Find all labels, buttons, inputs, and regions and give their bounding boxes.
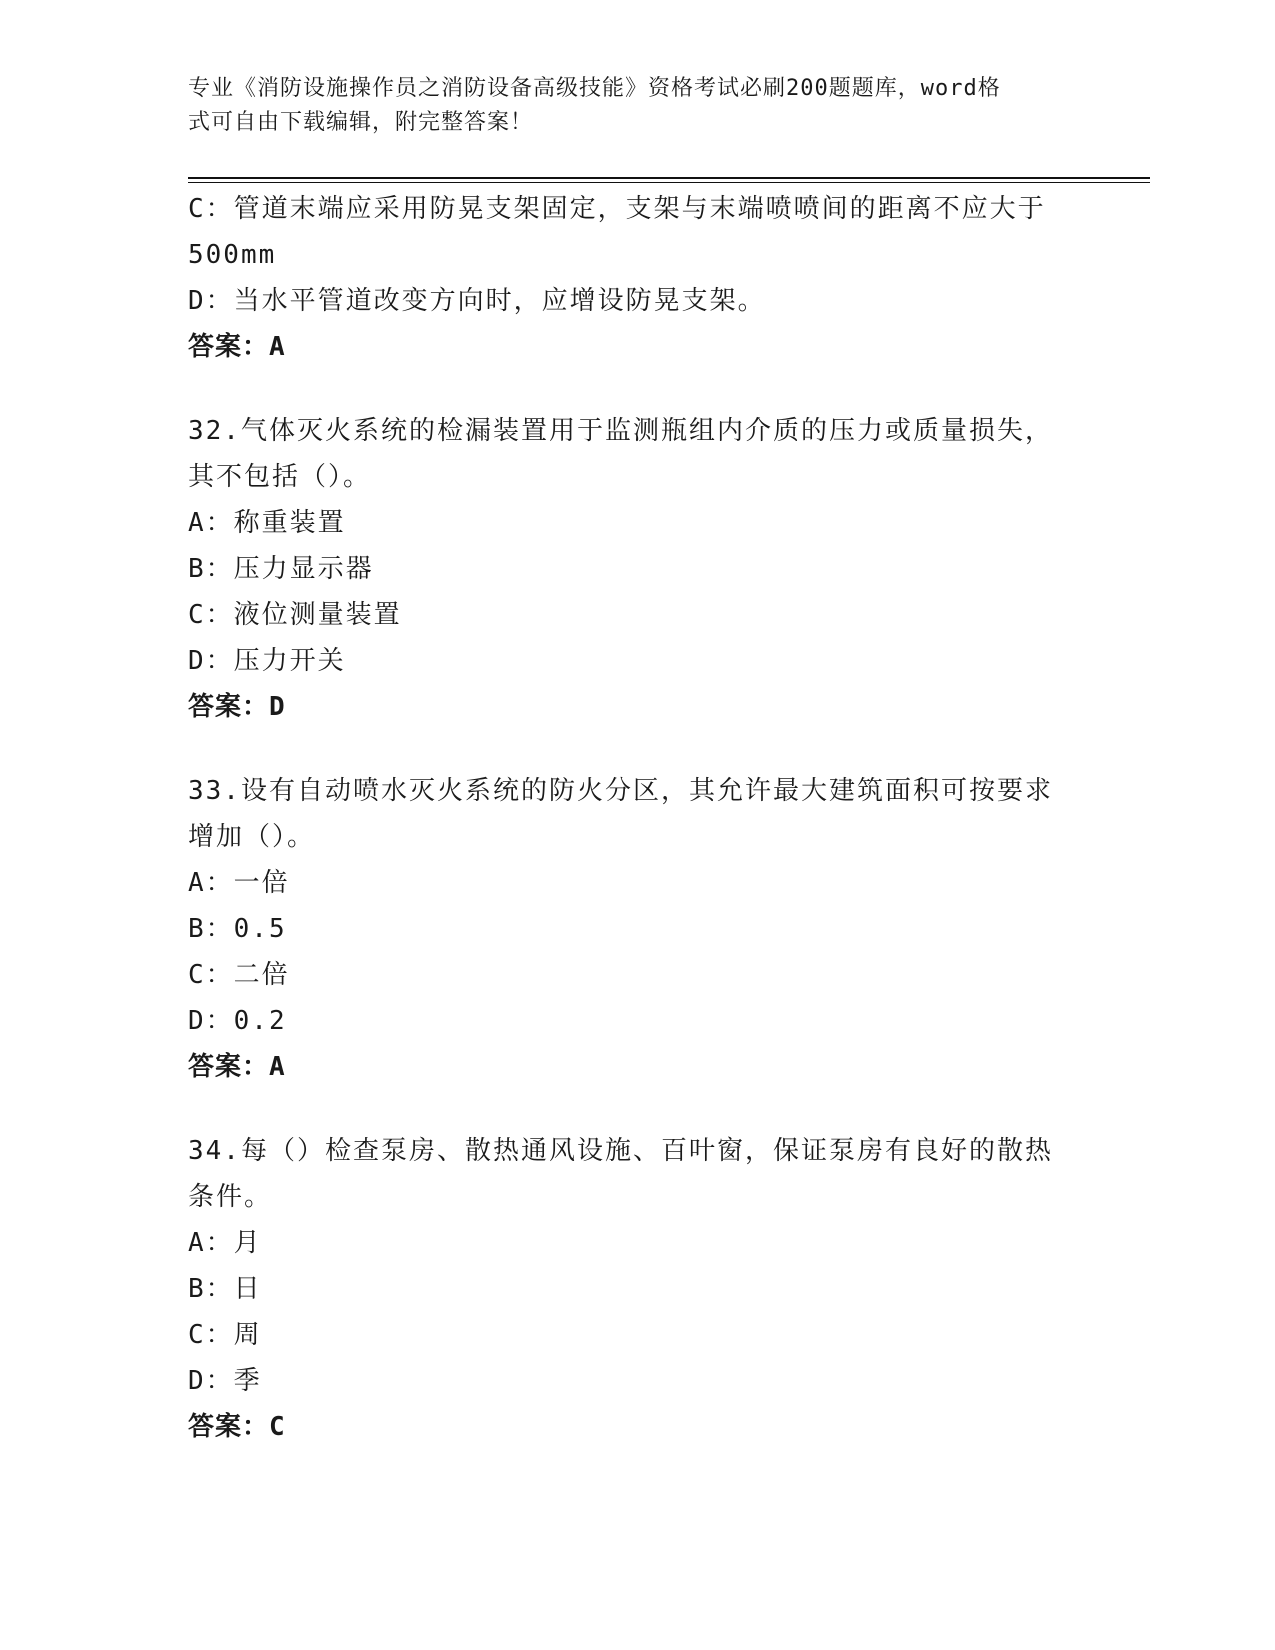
question-stem-continuation: 增加（）。 [188,822,316,852]
option-c-continuation: 500mm [188,240,277,270]
answer [188,324,1088,370]
question-34 [188,1128,1088,1450]
option-d: D：当水平管道改变方向时，应增设防晃支架。 [188,286,766,316]
option-a: A：月 [188,1228,262,1258]
answer-value: A [269,332,286,362]
answer-value: A [269,1052,286,1082]
option-d: D：压力开关 [188,646,346,676]
option-c: C：管道末端应采用防晃支架固定，支架与末端喷喷间的距离不应大于 [188,194,1046,224]
question-32 [188,408,1088,730]
document-header [188,72,1068,140]
answer [188,684,1088,730]
question-33 [188,768,1088,1090]
option-c: C：液位测量装置 [188,600,402,630]
option-b: B：压力显示器 [188,554,374,584]
answer [188,1404,1088,1450]
answer-label: 答案： [188,692,270,722]
question-stem-continuation: 条件。 [188,1182,273,1212]
question-stem-continuation: 其不包括（）。 [188,462,372,492]
header-divider-thin [188,182,1150,183]
answer [188,1044,1088,1090]
question-31-tail [188,186,1088,370]
option-a: A：称重装置 [188,508,346,538]
question-stem: 34.每（）检查泵房、散热通风设施、百叶窗，保证泵房有良好的散热 [188,1136,1053,1166]
answer-label: 答案： [188,1412,270,1442]
option-b: B：日 [188,1274,262,1304]
header-line-1: 专业《消防设施操作员之消防设备高级技能》资格考试必刷200题题库，word格 [188,76,1001,101]
answer-value: C [269,1412,286,1442]
answer-label: 答案： [188,332,270,362]
option-c: C：周 [188,1320,262,1350]
option-a: A：一倍 [188,868,290,898]
option-d: D：季 [188,1366,262,1396]
option-b: B：0.5 [188,914,287,944]
option-c: C：二倍 [188,960,290,990]
header-line-2: 式可自由下载编辑，附完整答案！ [188,110,534,135]
header-divider-thick [188,177,1150,179]
answer-value: D [269,692,286,722]
option-d: D：0.2 [188,1006,287,1036]
question-stem: 33.设有自动喷水灭火系统的防火分区，其允许最大建筑面积可按要求 [188,776,1053,806]
question-list [188,186,1088,1450]
question-stem: 32.气体灭火系统的检漏装置用于监测瓶组内介质的压力或质量损失， [188,416,1053,446]
answer-label: 答案： [188,1052,270,1082]
